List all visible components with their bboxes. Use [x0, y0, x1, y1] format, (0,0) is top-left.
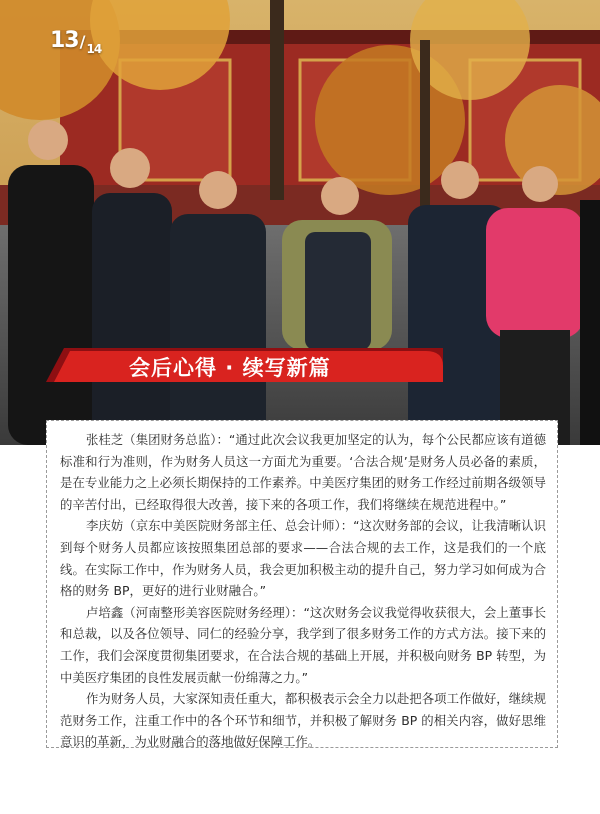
paragraph-lu: 卢培鑫（河南整形美容医院财务经理）：“这次财务会议我觉得收获很大，会上董事长和总裁，以及各位领导、同仁的经验分享，我学到了很多财务工作的方式方法。接下来的工作，我们会深度贯彻集团要求，在合法合规的基础上开展，并积极向财务 BP 转型，为中美医疗集团的良性发展贡献一份绵薄之力。”: [60, 604, 546, 685]
paragraph-li: 李庆妨（京东中美医院财务部主任、总会计师）：“这次财务部的会议，让我清晰认识到每个财务人员都应该按照集团总部的要求——合法合规的去工作，这是我们的一个底线。在实际工作中，作为财务人员，我会更加积极主动的提升自己，努力学习如何成为合格的财务 BP，更好的进行业财融合。”: [60, 518, 546, 599]
page-number: [50, 28, 102, 56]
page-number-slash: /: [79, 32, 85, 51]
paragraph-conclusion: 作为财务人员，大家深知责任重大，都积极表示会全力以赴把各项工作做好，继续规范财务工作，注重工作中的各个环节和细节，并积极了解财务 BP 的相关内容，做好思维意识的革新，为业财融合的落地做好保障工作。: [60, 691, 546, 750]
section-title: 会后心得 · 续写新篇: [129, 356, 331, 380]
paragraph-zhang: 张桂芝（集团财务总监）：“通过此次会议我更加坚定的认为，每个公民都应该有道德标准和行为准则，作为财务人员这一方面尤为重要。‘合法合规’是财务人员必备的素质，是在专业能力之上必须长期保持的工作素养。中美医疗集团的财务工作经过前期各级领导的辛苦付出，已经取得很大改善，接下来的各项工作，我们将继续在规范进程中。”: [60, 432, 546, 512]
page-number-total: 14: [86, 42, 102, 56]
article-body: [60, 429, 546, 753]
page-number-current: 13: [50, 28, 79, 53]
